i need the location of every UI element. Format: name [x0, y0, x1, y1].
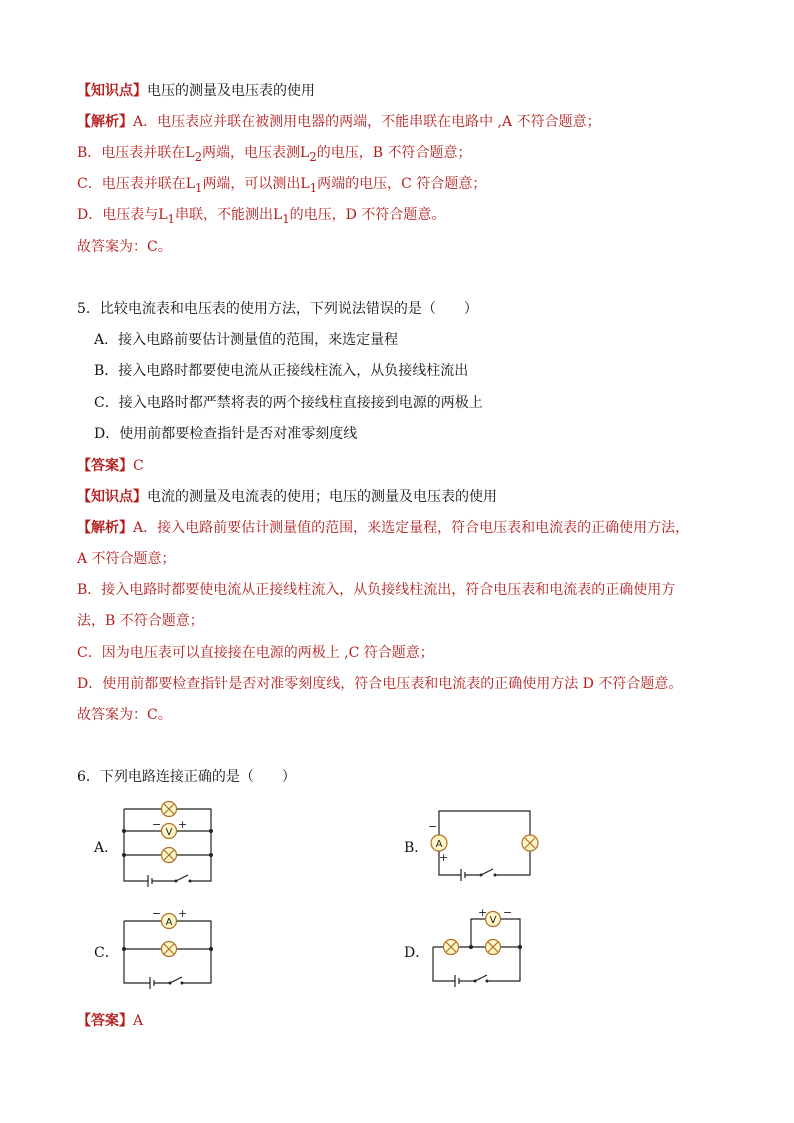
- svg-text:A: A: [165, 917, 173, 928]
- q5-analysis-3: B．接入电路时都要使电流从正接线柱流入，从负接线柱流出，符合电压表和电流表的正确使用方: [77, 582, 676, 598]
- voltmeter-icon: [162, 824, 177, 839]
- q6-option-d-label: D．: [404, 945, 430, 961]
- q6-option-b-label: B．: [404, 840, 429, 856]
- q6-option-a-label: A．: [94, 840, 119, 856]
- svg-text:+: +: [439, 851, 449, 864]
- q5-option-d: D．使用前都要检查指针是否对准零刻度线: [94, 426, 358, 442]
- lamp-icon: [486, 940, 501, 955]
- svg-text:+: +: [478, 906, 488, 919]
- svg-text:+: +: [178, 818, 188, 831]
- svg-text:V: V: [165, 827, 173, 838]
- lamp-icon: [522, 835, 538, 851]
- svg-text:V: V: [489, 915, 497, 926]
- q5-option-c: C．接入电路时都严禁将表的两个接线柱直接接到电源的两极上: [94, 395, 483, 411]
- analysis-line-prev-b: B．电压表并联在$L_2$两端，电压表测$L_2$的电压，B 不符合题意；: [77, 145, 472, 164]
- q5-knowledge: 【知识点】电流的测量及电流表的使用；电压的测量及电压表的使用: [77, 489, 497, 505]
- ammeter-icon: [162, 914, 177, 929]
- q5-answer: 【答案】C: [77, 458, 144, 474]
- voltmeter-icon: [486, 912, 501, 927]
- svg-text:−: −: [428, 820, 438, 833]
- svg-text:−: −: [152, 907, 162, 920]
- lamp-icon: [162, 942, 177, 957]
- q5-analysis-2: A 不符合题意；: [77, 551, 176, 567]
- q5-option-b: B．接入电路时都要使电流从正接线柱流入，从负接线柱流出: [94, 363, 469, 379]
- circuit-diagram-a: [114, 795, 224, 887]
- q5-analysis-1: 【解析】A．接入电路前要估计测量值的范围，来选定量程，符合电压表和电流表的正确使用方法，: [77, 520, 690, 536]
- analysis-line-prev-a: 【解析】A．电压表应并联在被测用电器的两端，不能串联在电路中 ,A 不符合题意；: [77, 114, 601, 130]
- q6-stem: 6．下列电路连接正确的是（ ）: [77, 769, 296, 785]
- q5-analysis-5: C．因为电压表可以直接接在电源的两极上 ,C 符合题意；: [77, 645, 434, 661]
- q5-stem: 5．比较电流表和电压表的使用方法，下列说法错误的是（ ）: [77, 301, 478, 317]
- q5-conclusion: 故答案为：C。: [77, 707, 172, 723]
- q6-answer: 【答案】A: [77, 1013, 144, 1029]
- knowledge-line-prev: 【知识点】电压的测量及电压表的使用: [77, 83, 315, 99]
- conclusion-prev: 故答案为：C。: [77, 239, 172, 255]
- svg-text:A: A: [435, 839, 443, 850]
- circuit-diagram-c: [114, 905, 224, 991]
- svg-text:−: −: [152, 818, 162, 831]
- circuit-diagram-b: [425, 805, 545, 885]
- q5-analysis-4: 法，B 不符合题意；: [77, 613, 204, 629]
- lamp-icon: [444, 940, 459, 955]
- q5-analysis-6: D．使用前都要检查指针是否对准零刻度线，符合电压表和电流表的正确使用方法 D 不符合题意。: [77, 676, 683, 692]
- circuit-diagram-d: [425, 905, 535, 991]
- lamp-icon: [162, 848, 177, 863]
- lamp-icon: [162, 802, 177, 817]
- ammeter-icon: [431, 835, 447, 851]
- svg-text:+: +: [178, 907, 188, 920]
- analysis-line-prev-d: D．电压表与$L_1$串联，不能测出$L_1$的电压，D 不符合题意。: [77, 207, 446, 226]
- svg-text:−: −: [503, 906, 513, 919]
- q6-option-c-label: C．: [94, 945, 119, 961]
- analysis-line-prev-c: C．电压表并联在$L_1$两端，可以测出$L_1$两端的电压，C 符合题意；: [77, 176, 487, 195]
- q5-option-a: A．接入电路前要估计测量值的范围，来选定量程: [94, 332, 399, 348]
